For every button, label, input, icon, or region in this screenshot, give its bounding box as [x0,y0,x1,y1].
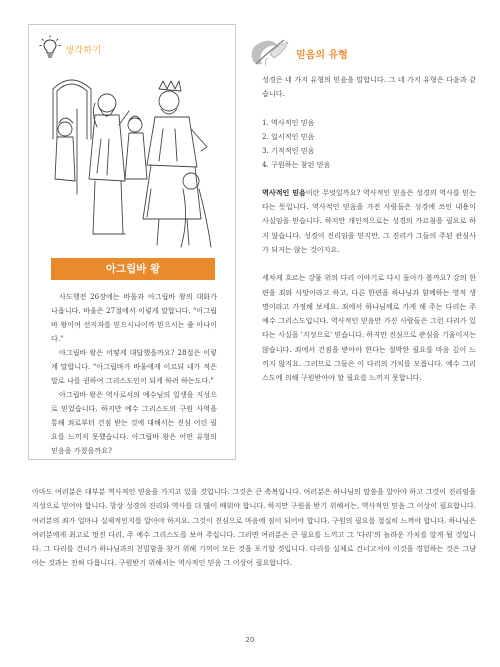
box-paragraph: 아그립바 왕은 역사로서의 예수님의 일생을 지성으로 믿었습니다. 하지만 예수 그리스도의 구원 사역을 통해 죄로부터 건짐 받는 것에 대해서는 진심 어린 필요를 느끼지 못했습니다. 아그립바 왕은 어떤 유형의 믿음을 가졌을까요? [51,390,217,455]
historical-faith-term: 역사적인 믿음 [262,187,306,197]
feather-quill-icon [248,36,292,70]
intro-paragraph: 성경은 네 가지 유형의 믿음을 말합니다. 그 네 가지 유형은 다음과 같습니다. [262,75,476,99]
list-item: 3. 기적적인 믿음 [262,146,315,156]
bridge-paragraph: 세차게 흐르는 강물 위의 다리 이야기로 다시 돌아가 볼까요? 강의 한편을 죄와 사망이라고 하고, 다른 한편을 하나님과 함께하는 영적 생명이라고 가정해 보세요. 죄에서 하나님께로 가게 해 주는 다리는 주 예수 그리스도입니다. 역사적인 믿음만 가진 사람들은 그런 다리가 있다는 사실을 '지성으로' 믿습니다. 하지만 진심으로 관심을 기울이지는 않습니다. 죄에서 건짐을 받아야 한다는 절박한 필요를 마음 깊이 느끼지 않지요. 그러므로 그들은 이 다리의 가치를 모릅니다. 예수 그리스도에 의해 구원받아야 할 필요를 느끼지 못합니다. [262,273,476,383]
think-header [39,35,102,63]
faith-types-list [262,116,476,173]
bottom-text [32,485,476,571]
list-item: 2. 일시적인 믿음 [262,131,315,141]
illustration-paul-and-agrippa [51,69,215,251]
section-header [248,36,348,70]
think-box [28,24,236,460]
box-paragraph: 아그립바 왕은 어떻게 대답했을까요? 28절은 이렇게 말합니다. "아그립바가 바울에게 이르되 네가 적은 말로 나를 권하여 그리스도인이 되게 하려 하는도다." [51,348,217,385]
historical-faith-text: 이란 무엇일까요? 역사적인 믿음은 성경의 역사를 믿는다는 뜻입니다. 역사적인 믿음을 가진 사람들은 성경에 쓰인 내용이 사실임을 믿습니다. 하지만 개인적으로는 성경의 가르침을 필요로 하지 않습니다. 성경이 진리임을 믿지만, 그 진리가 그들의 주된 관심사가 되지는 않는 것이지요. [262,187,476,254]
section-title: 믿음의 유형 [296,49,348,61]
box-text [51,290,217,458]
box-paragraph: 사도행전 26장에는 바울과 아그립바 왕의 대화가 나옵니다. 바울은 27절에서 이렇게 말합니다. "아그립바 왕이여 선지자를 믿으시나이까 믿으시는 줄 아나이다." [51,292,217,343]
page-number: 20 [245,636,255,644]
list-item: 1. 역사적인 믿음 [262,117,315,127]
lightbulb-icon [39,35,61,63]
list-item: 4. 구원하는 참된 믿음 [262,160,331,170]
right-column [262,73,476,400]
bottom-paragraph: 아마도 여러분은 대부분 역사적인 믿음을 가지고 있을 것입니다. 그것은 큰 축복입니다. 여러분은 하나님의 말씀을 알아야 하고 그것이 진리임을 지성으로 믿어야 합니다. 항상 성경의 진리와 역사를 더 많이 배워야 합니다. 하지만 구원을 받기 위해서는, 역사적인 믿음 그 이상이 필요합니다. 여러분의 죄가 얼마나 실제적인지를 알아야 하지요. 그것이 진심으로 마음에 짐이 되어야 합니다. 구원의 필요를 절실히 느껴야 합니다. 하나님은 여러분에게 최고로 멋진 다리, 주 예수 그리스도를 보여 주십니다. 그러면 여러분은 큰 필요를 느끼고 그 '다리'의 놀라운 가치를 알게 될 것입니다. 그 다리를 건너가 하나님과의 친밀함을 찾기 위해 기꺼이 모든 것을 포기할 것입니다. 다리를 실제로 건너고서야 이것을 경험하는 것은 그냥 아는 것과는 전혀 다릅니다. 구원받기 위해서는 역사적인 믿음 그 이상이 필요합니다. [32,487,476,568]
illustration-caption: 아그립바 왕 [51,258,215,280]
think-label: 생각하기 [65,45,102,56]
historical-faith-paragraph [262,186,476,257]
